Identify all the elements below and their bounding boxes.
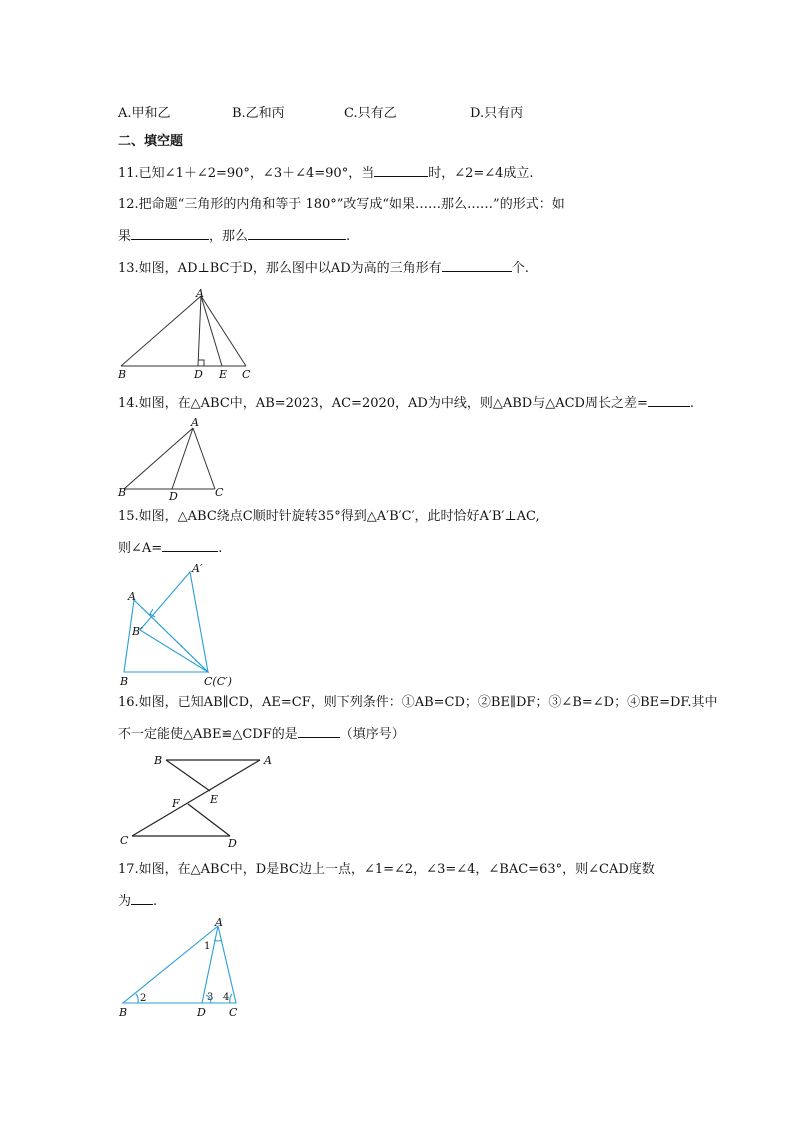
q17-angle-label-4: 4 xyxy=(223,992,230,1003)
q12-prefix: 果 xyxy=(118,229,132,244)
question-16-line1: 16.如图，已知AB∥CD，AE=CF，则下列条件：①AB=CD；②BE∥DF；③∠B=∠D；④BE=DF.其中 xyxy=(118,695,718,710)
q16-label-a: A xyxy=(264,754,272,767)
q14-label-b: B xyxy=(118,486,127,499)
q12-end: . xyxy=(346,229,351,244)
q14-blank xyxy=(648,394,690,407)
q13-right-angle-mark xyxy=(198,360,204,366)
q15-label-b: B xyxy=(120,675,129,688)
section-title: 二、填空题 xyxy=(118,134,184,149)
q17-label-b: B xyxy=(119,1006,128,1019)
q16-label-c: C xyxy=(120,834,129,847)
q11-text: 11.已知∠1＋∠2=90°，∠3＋∠4=90°，当 xyxy=(118,166,375,181)
q17-arc-angle-4 xyxy=(230,994,232,1003)
q13-segment-ae xyxy=(201,296,222,366)
q15-label-c: C(C′) xyxy=(204,675,232,688)
q16-segment-ac xyxy=(132,760,260,836)
q13-tail: 个. xyxy=(511,261,529,276)
q16-text: 不一定能使△ABE≌△CDF的是 xyxy=(118,727,298,742)
question-15-line2 xyxy=(118,539,222,558)
question-11 xyxy=(118,164,534,183)
q17-angle-label-1: 1 xyxy=(204,941,211,952)
q17-label-c: C xyxy=(229,1006,238,1019)
q16-segment-fd xyxy=(188,804,230,836)
q17-arc-angle-1 xyxy=(214,940,222,941)
q17-arc-angle-2 xyxy=(136,994,138,1003)
q14-diagram xyxy=(118,416,228,503)
question-14 xyxy=(118,394,694,413)
q13-label-e: E xyxy=(219,368,228,381)
q17-angle-label-3: 3 xyxy=(207,992,214,1003)
q14-text: 14.如图，在△ABC中，AB=2023，AC=2020，AD为中线，则△ABD与△ACD周长之差= xyxy=(118,396,648,411)
q11-blank xyxy=(374,164,428,177)
q16-diagram xyxy=(118,750,288,850)
q15-triangle-apbpc xyxy=(140,572,208,672)
question-17-line1: 17.如图，在△ABC中，D是BC边上一点，∠1=∠2，∠3=∠4，∠BAC=63°，则∠CAD度数 xyxy=(118,862,655,877)
q11-tail: 时，∠2=∠4成立. xyxy=(428,166,534,181)
q17-blank xyxy=(131,892,153,905)
q16-label-d: D xyxy=(228,837,237,850)
q17-prefix: 为 xyxy=(118,894,132,909)
q13-text: 13.如图，AD⊥BC于D，那么图中以AD为高的三角形有 xyxy=(118,261,442,276)
question-13 xyxy=(118,259,529,278)
q13-label-b: B xyxy=(118,368,127,381)
option-a: A.甲和乙 xyxy=(118,106,171,121)
q12-blank-1 xyxy=(131,227,209,240)
option-c: C.只有乙 xyxy=(344,106,397,121)
q15-label-a-prime: A′ xyxy=(192,562,203,575)
q17-label-a: A xyxy=(215,916,223,929)
q17-diagram xyxy=(118,918,248,1020)
q17-triangle-abc xyxy=(123,926,236,1003)
option-d: D.只有丙 xyxy=(470,106,524,121)
q14-tail: . xyxy=(689,396,694,411)
option-b: B.乙和丙 xyxy=(232,106,285,121)
q17-label-d: D xyxy=(197,1006,206,1019)
question-12-line2 xyxy=(118,227,350,246)
q16-tail: （填序号） xyxy=(339,727,405,742)
q15-diagram xyxy=(118,562,258,690)
q12-middle: ，那么 xyxy=(209,229,249,244)
q13-diagram xyxy=(118,288,253,380)
question-15-line1: 15.如图，△ABC绕点C顺时针旋转35°得到△A′B′C′，此时恰好A′B′⊥AC, xyxy=(118,509,540,524)
q12-blank-2 xyxy=(248,227,346,240)
q13-segment-ac xyxy=(201,296,246,366)
q14-label-d: D xyxy=(169,490,178,503)
q15-label-b-prime: B′ xyxy=(132,625,143,638)
q13-segment-ab xyxy=(121,296,201,366)
q13-label-c: C xyxy=(242,368,251,381)
q17-end: . xyxy=(153,894,158,909)
q16-segment-be xyxy=(166,760,210,791)
q15-prefix: 则∠A= xyxy=(118,541,163,556)
q17-angle-label-2: 2 xyxy=(140,993,147,1004)
q13-segment-ad xyxy=(198,296,201,366)
q16-label-b: B xyxy=(154,754,163,767)
question-12-line1: 12.把命题“三角形的内角和等于 180°”改写成“如果……那么……”的形式：如 xyxy=(118,197,565,212)
q16-label-f: F xyxy=(172,797,180,810)
q13-label-a: A xyxy=(196,287,204,300)
question-16-line2 xyxy=(118,725,405,744)
q15-label-a: A xyxy=(128,590,136,603)
question-17-line2 xyxy=(118,892,157,911)
q15-end: . xyxy=(218,541,223,556)
q13-blank xyxy=(442,259,512,272)
q15-blank xyxy=(162,539,218,552)
q16-blank xyxy=(298,725,340,738)
q13-label-d: D xyxy=(194,368,203,381)
q14-label-a: A xyxy=(191,416,199,429)
q14-label-c: C xyxy=(215,486,224,499)
q16-label-e: E xyxy=(210,793,219,806)
q14-segment-ac xyxy=(193,428,215,489)
